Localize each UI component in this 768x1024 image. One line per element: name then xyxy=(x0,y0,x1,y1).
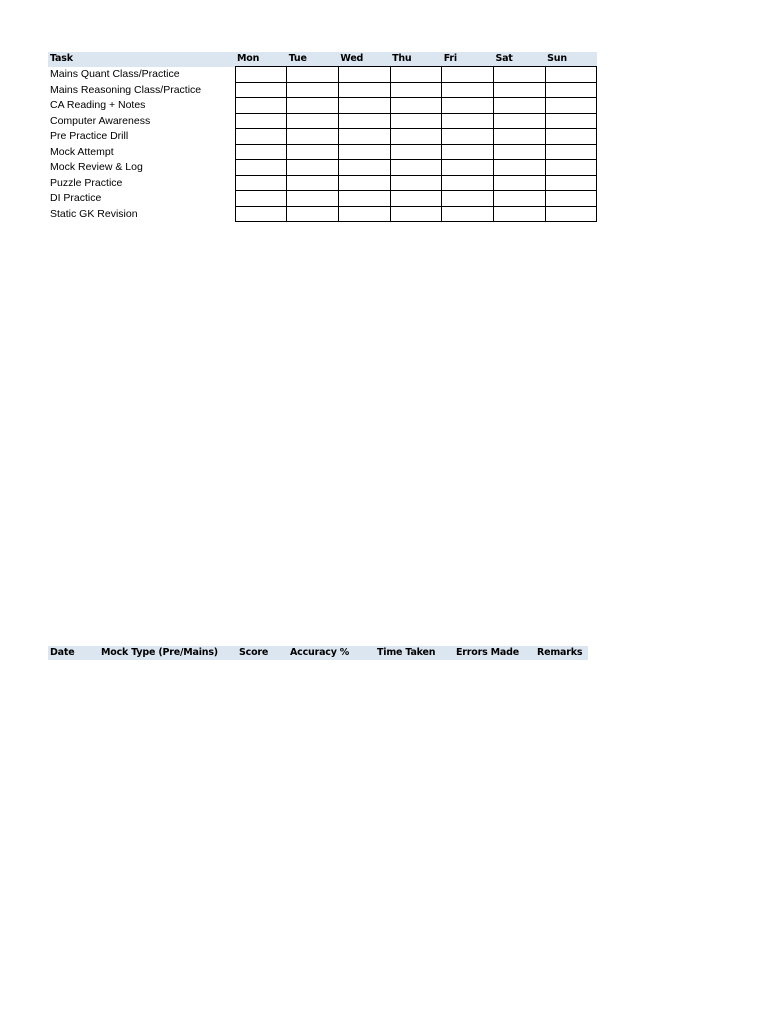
day-header-thu: Thu xyxy=(390,52,442,67)
day-header-tue: Tue xyxy=(287,52,339,67)
day-checkbox-cell[interactable] xyxy=(390,82,442,98)
day-checkbox-cell[interactable] xyxy=(235,98,287,114)
day-checkbox-cell[interactable] xyxy=(287,98,339,114)
day-checkbox-cell[interactable] xyxy=(338,113,390,129)
day-header-wed: Wed xyxy=(338,52,390,67)
day-checkbox-cell[interactable] xyxy=(287,82,339,98)
task-label: CA Reading + Notes xyxy=(50,99,146,111)
planner-row xyxy=(48,129,597,145)
day-header-fri: Fri xyxy=(442,52,494,67)
day-checkbox-cell[interactable] xyxy=(287,191,339,207)
day-checkbox-cell[interactable] xyxy=(390,206,442,222)
planner-row xyxy=(48,160,597,176)
day-checkbox-cell[interactable] xyxy=(287,67,339,83)
day-checkbox-cell[interactable] xyxy=(442,113,494,129)
day-checkbox-cell[interactable] xyxy=(235,144,287,160)
day-checkbox-cell[interactable] xyxy=(493,191,545,207)
day-checkbox-cell[interactable] xyxy=(493,144,545,160)
day-checkbox-cell[interactable] xyxy=(338,206,390,222)
log-header-remarks: Remarks xyxy=(537,647,583,658)
log-header-errors-made: Errors Made xyxy=(456,647,519,658)
day-checkbox-cell[interactable] xyxy=(390,144,442,160)
day-checkbox-cell[interactable] xyxy=(235,175,287,191)
day-checkbox-cell[interactable] xyxy=(545,191,597,207)
day-checkbox-cell[interactable] xyxy=(493,113,545,129)
log-header-time-taken: Time Taken xyxy=(377,647,436,658)
task-label: Mock Review & Log xyxy=(50,161,143,173)
day-checkbox-cell[interactable] xyxy=(493,129,545,145)
task-column-header: Task xyxy=(48,52,235,67)
planner-row xyxy=(48,144,597,160)
planner-row xyxy=(48,191,597,207)
day-checkbox-cell[interactable] xyxy=(545,82,597,98)
day-checkbox-cell[interactable] xyxy=(545,144,597,160)
day-checkbox-cell[interactable] xyxy=(493,175,545,191)
planner-row xyxy=(48,113,597,129)
day-header-sun: Sun xyxy=(545,52,597,67)
day-header-sat: Sat xyxy=(493,52,545,67)
planner-header-row xyxy=(48,52,597,67)
day-checkbox-cell[interactable] xyxy=(287,129,339,145)
day-checkbox-cell[interactable] xyxy=(493,67,545,83)
day-checkbox-cell[interactable] xyxy=(287,144,339,160)
day-checkbox-cell[interactable] xyxy=(287,206,339,222)
day-checkbox-cell[interactable] xyxy=(338,160,390,176)
day-checkbox-cell[interactable] xyxy=(442,144,494,160)
day-checkbox-cell[interactable] xyxy=(442,206,494,222)
task-label: Static GK Revision xyxy=(50,207,138,220)
day-checkbox-cell[interactable] xyxy=(545,67,597,83)
day-checkbox-cell[interactable] xyxy=(390,175,442,191)
mock-log-header xyxy=(48,646,588,660)
day-checkbox-cell[interactable] xyxy=(442,160,494,176)
log-header-score: Score xyxy=(239,647,269,658)
day-checkbox-cell[interactable] xyxy=(338,191,390,207)
day-checkbox-cell[interactable] xyxy=(390,129,442,145)
day-checkbox-cell[interactable] xyxy=(493,206,545,222)
day-checkbox-cell[interactable] xyxy=(390,191,442,207)
planner-row xyxy=(48,98,597,114)
task-label: Computer Awareness xyxy=(50,114,151,127)
day-checkbox-cell[interactable] xyxy=(545,129,597,145)
planner-body xyxy=(48,67,597,222)
day-checkbox-cell[interactable] xyxy=(287,113,339,129)
day-checkbox-cell[interactable] xyxy=(545,175,597,191)
day-checkbox-cell[interactable] xyxy=(287,175,339,191)
task-label: DI Practice xyxy=(50,192,102,204)
day-checkbox-cell[interactable] xyxy=(442,67,494,83)
day-checkbox-cell[interactable] xyxy=(442,82,494,98)
day-header-mon: Mon xyxy=(235,52,287,67)
day-checkbox-cell[interactable] xyxy=(545,160,597,176)
day-checkbox-cell[interactable] xyxy=(390,160,442,176)
day-checkbox-cell[interactable] xyxy=(338,98,390,114)
day-checkbox-cell[interactable] xyxy=(493,98,545,114)
day-checkbox-cell[interactable] xyxy=(442,129,494,145)
day-checkbox-cell[interactable] xyxy=(338,144,390,160)
task-label: Puzzle Practice xyxy=(50,176,123,189)
planner-row xyxy=(48,82,597,98)
day-checkbox-cell[interactable] xyxy=(235,206,287,222)
day-checkbox-cell[interactable] xyxy=(442,175,494,191)
day-checkbox-cell[interactable] xyxy=(493,82,545,98)
planner-row xyxy=(48,206,597,222)
task-label: Pre Practice Drill xyxy=(50,130,129,142)
day-checkbox-cell[interactable] xyxy=(545,98,597,114)
day-checkbox-cell[interactable] xyxy=(545,206,597,222)
day-checkbox-cell[interactable] xyxy=(235,113,287,129)
day-checkbox-cell[interactable] xyxy=(493,160,545,176)
planner-row xyxy=(48,175,597,191)
log-header-accuracy: Accuracy % xyxy=(290,647,350,658)
log-header-date: Date xyxy=(50,647,75,658)
day-checkbox-cell[interactable] xyxy=(442,191,494,207)
day-checkbox-cell[interactable] xyxy=(235,82,287,98)
day-checkbox-cell[interactable] xyxy=(235,160,287,176)
log-header-mock-type: Mock Type (Pre/Mains) xyxy=(101,647,218,658)
day-checkbox-cell[interactable] xyxy=(338,67,390,83)
day-checkbox-cell[interactable] xyxy=(338,175,390,191)
day-checkbox-cell[interactable] xyxy=(235,191,287,207)
day-checkbox-cell[interactable] xyxy=(338,129,390,145)
day-checkbox-cell[interactable] xyxy=(390,67,442,83)
day-checkbox-cell[interactable] xyxy=(338,82,390,98)
day-checkbox-cell[interactable] xyxy=(235,129,287,145)
planner-row xyxy=(48,67,597,83)
task-label: Mock Attempt xyxy=(50,145,114,158)
day-checkbox-cell[interactable] xyxy=(545,113,597,129)
task-label: Mains Quant Class/Practice xyxy=(50,68,180,80)
day-checkbox-cell[interactable] xyxy=(390,113,442,129)
day-checkbox-cell[interactable] xyxy=(442,98,494,114)
day-checkbox-cell[interactable] xyxy=(287,160,339,176)
day-checkbox-cell[interactable] xyxy=(235,67,287,83)
day-checkbox-cell[interactable] xyxy=(390,98,442,114)
weekly-planner-table xyxy=(48,52,597,222)
task-label: Mains Reasoning Class/Practice xyxy=(50,83,202,96)
